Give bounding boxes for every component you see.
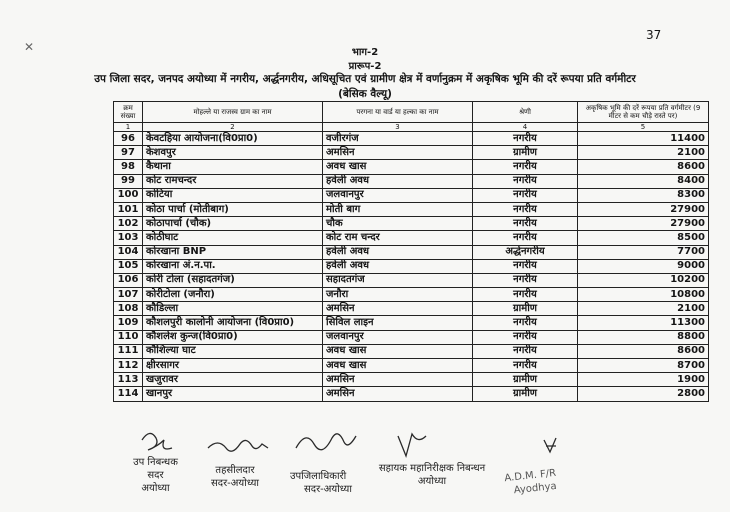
category-cell: नगरीय [473, 132, 578, 146]
rate-cell: 2100 [578, 302, 709, 316]
serial-number-cell: 106 [114, 273, 143, 287]
rate-cell: 2100 [578, 146, 709, 160]
locality-name-cell: कैथाना [143, 160, 323, 174]
column-number: 2 [143, 123, 323, 132]
signature-scribble-1 [142, 433, 172, 450]
locality-name-cell: कोठापार्चा (चौक) [143, 217, 323, 231]
rate-cell: 8600 [578, 344, 709, 358]
category-cell: नगरीय [473, 259, 578, 273]
pargana-cell: सहादतगंज [323, 273, 473, 287]
serial-number-cell: 105 [114, 259, 143, 273]
category-cell: ग्रामीण [473, 373, 578, 387]
serial-number-cell: 99 [114, 174, 143, 188]
part-heading: भाग-2 [351, 47, 379, 58]
serial-number-cell: 100 [114, 188, 143, 202]
locality-name-cell: खजुरावर [143, 373, 323, 387]
locality-name-cell: कौडिल्ला [143, 302, 323, 316]
category-cell: नगरीय [473, 344, 578, 358]
serial-number-cell: 112 [114, 359, 143, 373]
serial-number-cell: 114 [114, 387, 143, 401]
column-number: 5 [578, 123, 709, 132]
column-number: 1 [114, 123, 143, 132]
serial-number-cell: 96 [114, 132, 143, 146]
signature-scribble-5 [544, 438, 556, 452]
locality-name-cell: कोटिया [143, 188, 323, 202]
rate-cell: 7700 [578, 245, 709, 259]
signature-scribble-2 [208, 440, 268, 451]
column-header-locality: मोहल्ले या राजस्व ग्राम का नाम [143, 102, 323, 123]
locality-name-cell: कोरी टोला (सहादतगंज) [143, 273, 323, 287]
pargana-cell: चौक [323, 217, 473, 231]
category-cell: ग्रामीण [473, 387, 578, 401]
pargana-cell: अवध खास [323, 359, 473, 373]
signature-tehsildar: तहसीलदार सदर-अयोध्या [211, 465, 259, 489]
category-cell: नगरीय [473, 174, 578, 188]
serial-number-cell: 104 [114, 245, 143, 259]
serial-number-cell: 110 [114, 330, 143, 344]
rate-cell: 8500 [578, 231, 709, 245]
locality-name-cell: खानपुर [143, 387, 323, 401]
column-header-pargana: परगना या वार्ड या हल्का का नाम [323, 102, 473, 123]
column-header-rate: अकृषिक भूमि की दरें रूपया प्रति वर्गमीटर (9 मीटर से कम चौड़े रास्ते पर) [578, 102, 709, 123]
signature-scribble-3 [296, 434, 356, 450]
rate-cell: 1900 [578, 373, 709, 387]
category-cell: नगरीय [473, 330, 578, 344]
signature-adm: A.D.M. F/R Ayodhya [503, 467, 558, 497]
category-cell: नगरीय [473, 316, 578, 330]
pargana-cell: हवेली अवध [323, 259, 473, 273]
pargana-cell: जलवानपुर [323, 188, 473, 202]
pargana-cell: जलवानपुर [323, 330, 473, 344]
pargana-cell: सिविल लाइन [323, 316, 473, 330]
locality-name-cell: कोरीटोला (जनौरा) [143, 288, 323, 302]
category-cell: ग्रामीण [473, 302, 578, 316]
rate-cell: 11400 [578, 132, 709, 146]
signature-sub-registrar: उप निबन्धक सदर अयोध्या [133, 457, 178, 494]
pargana-cell: हवेली अवध [323, 245, 473, 259]
category-cell: नगरीय [473, 217, 578, 231]
document-subtitle: (बेसिक वैल्यू) [338, 88, 392, 100]
locality-name-cell: कौशलेश कुन्ज(वि0प्रा0) [143, 330, 323, 344]
document-title: उप जिला सदर, जनपद अयोध्या में नगरीय, अर्द्धनगरीय, अधिसूचित एवं ग्रामीण क्षेत्र में वर्णानुक्रम में अकृषिक भूमि की दरें रूपया प्रति वर्गमीटर [94, 73, 636, 85]
category-cell: नगरीय [473, 359, 578, 373]
category-cell: अर्द्धनगरीय [473, 245, 578, 259]
signature-aig-registration: सहायक महानिरीक्षक निबन्धन अयोध्या [378, 463, 486, 487]
serial-number-cell: 111 [114, 344, 143, 358]
locality-name-cell: कौशिल्या घाट [143, 344, 323, 358]
pargana-cell: जनौरा [323, 288, 473, 302]
serial-number-cell: 107 [114, 288, 143, 302]
signature-scribble-4 [398, 434, 426, 456]
pargana-cell: अवध खास [323, 344, 473, 358]
serial-number-cell: 113 [114, 373, 143, 387]
rate-cell: 10200 [578, 273, 709, 287]
locality-name-cell: कौशलपुरी कालोनी आयोजना (वि0प्रा0) [143, 316, 323, 330]
locality-name-cell: कोठा पार्चा (मोतीबाग) [143, 202, 323, 216]
pargana-cell: अमसिन [323, 387, 473, 401]
category-cell: नगरीय [473, 160, 578, 174]
rate-cell: 8300 [578, 188, 709, 202]
serial-number-cell: 102 [114, 217, 143, 231]
pargana-cell: वजीरगंज [323, 132, 473, 146]
pargana-cell: मोती बाग [323, 202, 473, 216]
rate-cell: 27900 [578, 202, 709, 216]
serial-number-cell: 101 [114, 202, 143, 216]
rate-cell: 8800 [578, 330, 709, 344]
category-cell: नगरीय [473, 288, 578, 302]
rate-cell: 27900 [578, 217, 709, 231]
rate-cell: 8600 [578, 160, 709, 174]
page-number: 37 [646, 28, 662, 42]
locality-name-cell: क्षीरसागर [143, 359, 323, 373]
rate-cell: 9000 [578, 259, 709, 273]
column-number: 4 [473, 123, 578, 132]
serial-number-cell: 103 [114, 231, 143, 245]
locality-name-cell: केवटहिया आयोजना(वि0प्रा0) [143, 132, 323, 146]
locality-name-cell: कोठीघाट [143, 231, 323, 245]
rate-cell: 8400 [578, 174, 709, 188]
category-cell: ग्रामीण [473, 146, 578, 160]
pargana-cell: हवेली अवध [323, 174, 473, 188]
column-header-category: श्रेणी [473, 102, 578, 123]
column-number: 3 [323, 123, 473, 132]
rate-cell: 10800 [578, 288, 709, 302]
pargana-cell: कोट राम चन्दर [323, 231, 473, 245]
signature-sdm: उपजिलाधिकारी सदर-अयोध्या [290, 471, 352, 495]
pargana-cell: अमसिन [323, 373, 473, 387]
category-cell: नगरीय [473, 202, 578, 216]
pargana-cell: अमसिन [323, 302, 473, 316]
locality-name-cell: कोरखाना BNP [143, 245, 323, 259]
category-cell: नगरीय [473, 273, 578, 287]
column-header-serial: क्रम संख्या [114, 102, 143, 123]
category-cell: नगरीय [473, 231, 578, 245]
margin-mark: ✕ [24, 40, 35, 54]
pargana-cell: अमसिन [323, 146, 473, 160]
serial-number-cell: 108 [114, 302, 143, 316]
locality-name-cell: केशवपुर [143, 146, 323, 160]
category-cell: नगरीय [473, 188, 578, 202]
serial-number-cell: 109 [114, 316, 143, 330]
locality-name-cell: कोट रामचन्दर [143, 174, 323, 188]
serial-number-cell: 97 [114, 146, 143, 160]
rate-cell: 2800 [578, 387, 709, 401]
locality-name-cell: कोरखाना अं.न.पा. [143, 259, 323, 273]
rate-cell: 8700 [578, 359, 709, 373]
serial-number-cell: 98 [114, 160, 143, 174]
format-heading: प्रारूप-2 [348, 61, 382, 72]
rate-cell: 11300 [578, 316, 709, 330]
pargana-cell: अवध खास [323, 160, 473, 174]
